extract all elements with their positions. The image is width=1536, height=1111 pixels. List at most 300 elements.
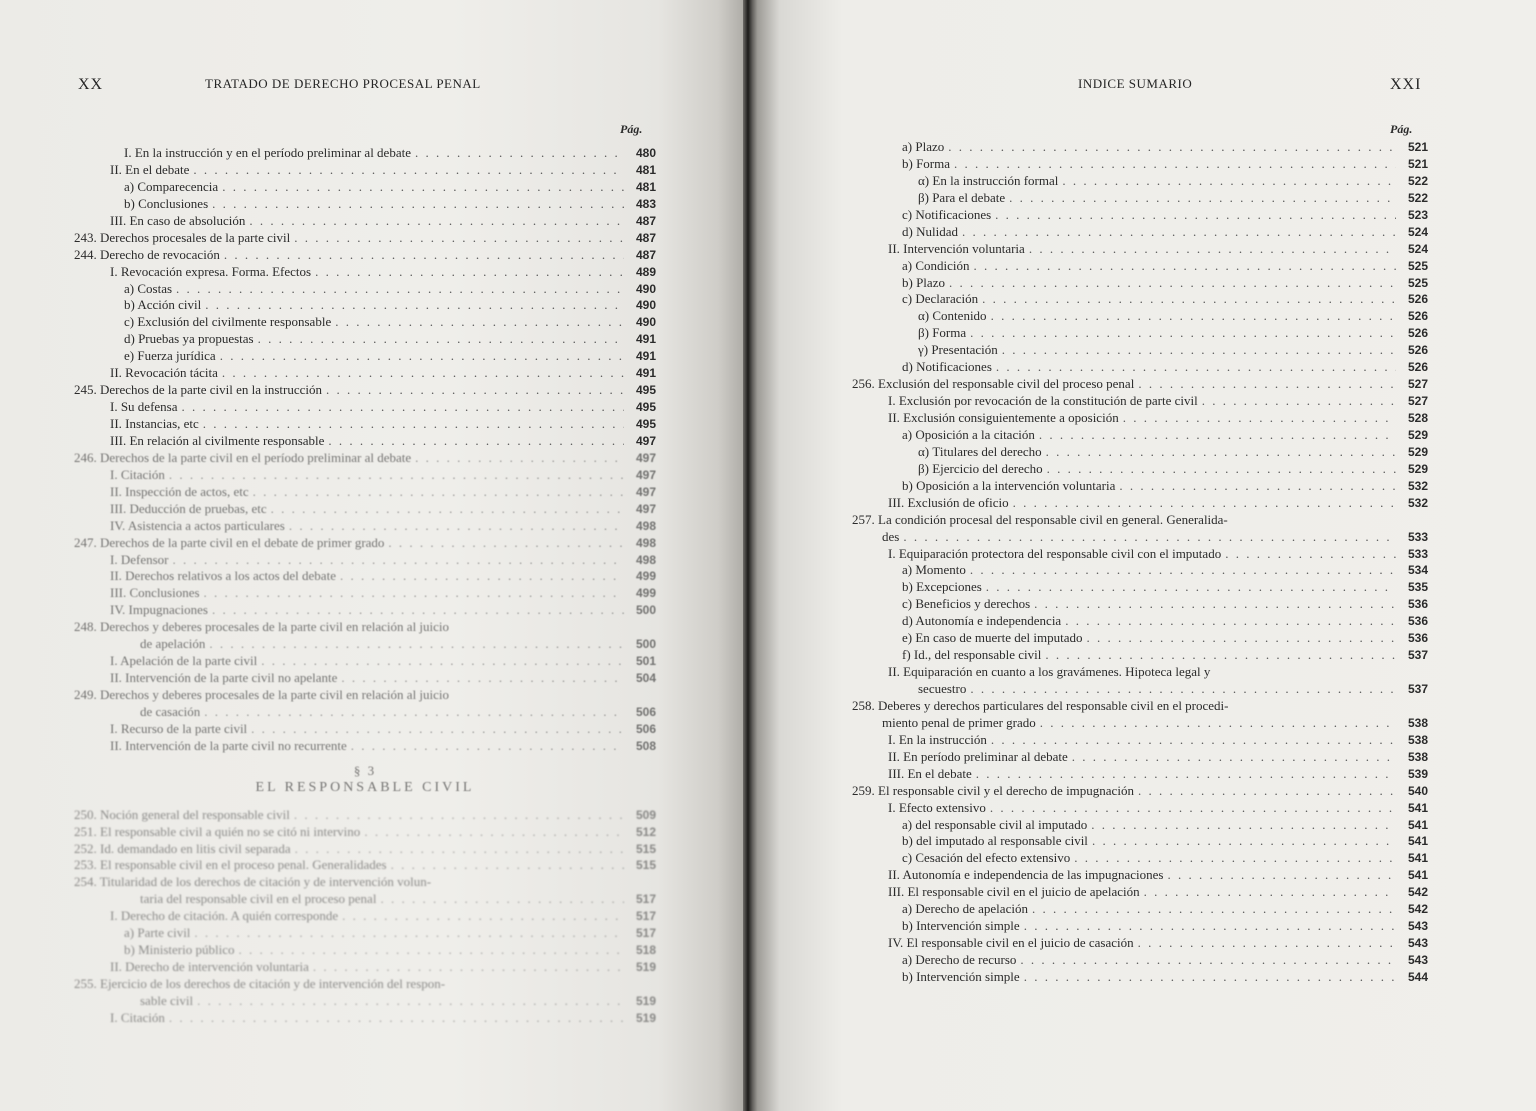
leader-dots: [209, 636, 624, 653]
leader-dots: [1009, 190, 1396, 207]
toc-entry-text: c) Cesación del efecto extensivo: [902, 850, 1071, 866]
toc-entry: [852, 376, 1428, 393]
leader-dots: [391, 857, 624, 874]
toc-entry: [852, 393, 1428, 410]
toc-entry-text: b) Forma: [902, 155, 951, 171]
toc-entry-text: 257. La condición procesal del responsable civil en general. Generalida-: [852, 511, 1228, 527]
leader-dots: [212, 602, 624, 619]
toc-entry-page: 500: [635, 603, 656, 618]
toc-entry-page: 480: [635, 146, 656, 160]
toc-entry: [852, 139, 1428, 156]
toc-entry-text: b) Intervención simple: [902, 918, 1020, 934]
toc-entry-page: 498: [635, 552, 656, 567]
toc-entry-page: 497: [635, 501, 656, 516]
left-page-number: XX: [78, 76, 104, 93]
toc-entry-text: 244. Derecho de revocación: [74, 246, 220, 262]
toc-entry-page: 495: [635, 400, 656, 415]
toc-entry-text: II. Equiparación en cuanto a los gravámenes. Hipoteca legal y: [888, 664, 1211, 680]
toc-entry-text: I. Exclusión por revocación de la constitución de parte civil: [888, 393, 1198, 409]
toc-entry: [74, 331, 656, 348]
toc-entry: [74, 874, 656, 891]
toc-entry: [852, 258, 1428, 275]
toc-entry-text: 245. Derechos de la parte civil en la instrucción: [74, 382, 322, 398]
left-toc: [74, 145, 656, 1027]
toc-entry-page: 537: [1407, 648, 1428, 663]
leader-dots: [1047, 461, 1396, 478]
toc-entry-text: III. El responsable civil en el juicio de apelación: [888, 884, 1140, 900]
toc-entry: [74, 925, 656, 942]
toc-entry-text: I. En la instrucción: [888, 731, 987, 747]
leader-dots: [169, 1010, 624, 1027]
leader-dots: [1013, 495, 1396, 512]
toc-entry-page: 532: [1407, 478, 1428, 493]
toc-entry-text: b) Excepciones: [902, 579, 982, 595]
toc-entry-text: b) Conclusiones: [124, 195, 209, 211]
toc-entry: [74, 636, 656, 653]
toc-entry-text: II. Intervención de la parte civil no recurrente: [110, 737, 347, 753]
toc-entry: [74, 365, 656, 382]
leader-dots: [351, 738, 624, 755]
toc-entry: [74, 1010, 656, 1027]
toc-entry: [852, 579, 1428, 596]
toc-entry-text: IV. Asistencia a actos particulares: [110, 517, 285, 533]
toc-entry-page: 499: [635, 569, 656, 584]
toc-entry: [852, 190, 1428, 207]
toc-entry: [852, 901, 1428, 918]
toc-entry: [74, 942, 656, 959]
toc-entry-page: 487: [635, 230, 656, 245]
toc-entry: [852, 478, 1428, 495]
toc-entry-text: c) Declaración: [902, 291, 979, 307]
leader-dots: [172, 552, 624, 569]
toc-entry: [74, 230, 656, 247]
toc-entry: [852, 207, 1428, 224]
toc-entry: [74, 552, 656, 569]
toc-entry: [74, 314, 656, 331]
toc-entry-text: 253. El responsable civil en el proceso penal. Generalidades: [74, 857, 387, 873]
toc-entry-page: 534: [1407, 563, 1428, 578]
toc-entry-text: 246. Derechos de la parte civil en el período preliminar al debate: [74, 449, 412, 465]
toc-entry-text: b) Oposición a la intervención voluntaria: [902, 477, 1116, 493]
toc-entry: [852, 918, 1428, 935]
toc-entry-page: 521: [1407, 156, 1428, 171]
toc-entry-text: b) Plazo: [902, 274, 945, 290]
toc-entry-text: a) Derecho de recurso: [902, 952, 1017, 967]
toc-entry-page: 537: [1407, 682, 1428, 696]
leader-dots: [1202, 393, 1396, 410]
toc-entry: [852, 681, 1428, 698]
toc-entry-page: 519: [635, 1010, 656, 1025]
right-running-title: INDICE SUMARIO: [1078, 76, 1193, 91]
toc-entry-page: 535: [1407, 580, 1428, 595]
toc-entry: [74, 416, 656, 433]
toc-entry-page: 490: [635, 315, 656, 330]
toc-entry-text: II. Exclusión consiguientemente a oposición: [888, 410, 1119, 425]
toc-entry: [852, 935, 1428, 952]
toc-entry-page: 522: [1407, 190, 1428, 205]
toc-entry-page: 498: [635, 518, 656, 533]
toc-entry: [74, 433, 656, 450]
toc-entry-text: d) Autonomía e independencia: [902, 613, 1062, 629]
leader-dots: [204, 704, 624, 721]
leader-dots: [335, 314, 624, 331]
toc-entry: [852, 867, 1428, 884]
toc-entry-page: 538: [1407, 732, 1428, 747]
leader-dots: [976, 766, 1396, 783]
toc-entry-text: α) Contenido: [918, 308, 987, 324]
toc-entry-text: a) Momento: [902, 562, 966, 578]
toc-entry-text: III. En caso de absolución: [110, 212, 246, 228]
toc-entry-text: II. Inspección de actos, etc: [110, 483, 249, 499]
toc-entry: [74, 297, 656, 314]
toc-entry: [852, 410, 1428, 427]
toc-entry-text: II. Derecho de intervención voluntaria: [110, 959, 309, 975]
toc-entry-page: 491: [635, 332, 656, 347]
toc-entry: [74, 247, 656, 264]
toc-entry-page: 524: [1407, 241, 1428, 256]
right-page: [748, 0, 1536, 1111]
toc-entry-text: II. Revocación tácita: [110, 365, 218, 381]
toc-entry: [852, 512, 1428, 529]
toc-entry-page: 501: [635, 654, 656, 669]
toc-entry-text: β) Para el debate: [918, 189, 1006, 205]
toc-entry: [74, 738, 656, 755]
toc-entry: [852, 952, 1428, 969]
leader-dots: [341, 670, 624, 687]
leader-dots: [204, 585, 624, 602]
leader-dots: [1138, 376, 1396, 393]
toc-entry: [852, 275, 1428, 292]
toc-entry-page: 525: [1407, 275, 1428, 290]
leader-dots: [1092, 833, 1396, 850]
toc-entry-page: 506: [635, 704, 656, 719]
toc-entry-text: de apelación: [140, 636, 206, 652]
toc-entry: [74, 281, 656, 298]
toc-entry-text: III. Exclusión de oficio: [888, 494, 1009, 510]
toc-entry-page: 540: [1407, 783, 1428, 798]
toc-entry-text: II. Intervención de la parte civil no apelante: [110, 670, 338, 686]
toc-entry-page: 487: [635, 247, 656, 262]
toc-entry-text: 258. Deberes y derechos particulares del responsable civil en el procedi-: [852, 697, 1229, 713]
toc-entry: [74, 585, 656, 602]
toc-entry-text: α) Titulares del derecho: [918, 443, 1042, 459]
leader-dots: [1046, 444, 1396, 461]
toc-entry: [852, 884, 1428, 901]
toc-entry-page: 532: [1407, 495, 1428, 510]
toc-entry-text: I. Defensor: [110, 551, 169, 567]
leader-dots: [1138, 783, 1396, 800]
section-title: EL RESPONSABLE CIVIL: [255, 779, 475, 795]
toc-entry-text: 256. Exclusión del responsable civil del proceso penal: [852, 376, 1135, 392]
toc-entry-page: 529: [1407, 427, 1428, 442]
toc-entry-page: 497: [635, 484, 656, 499]
leader-dots: [1119, 478, 1396, 495]
leader-dots: [1002, 342, 1396, 359]
toc-entry-page: 498: [635, 535, 656, 550]
toc-entry: [852, 647, 1428, 664]
toc-entry-text: 254. Titularidad de los derechos de citación y de intervención volun-: [74, 874, 432, 890]
leader-dots: [340, 568, 624, 585]
leader-dots: [948, 139, 1396, 156]
toc-entry-page: 518: [635, 943, 656, 958]
toc-entry-text: 251. El responsable civil a quién no se citó ni intervino: [74, 823, 361, 839]
toc-entry-text: I. En la instrucción y en el período preliminar al debate: [124, 145, 411, 160]
leader-dots: [328, 433, 624, 450]
leader-dots: [982, 291, 1396, 308]
leader-dots: [1144, 884, 1396, 901]
toc-entry-text: a) del responsable civil al imputado: [902, 816, 1088, 832]
toc-entry-page: 526: [1407, 309, 1428, 324]
toc-entry-text: I. Derecho de citación. A quién corresponde: [110, 908, 339, 924]
leader-dots: [1167, 867, 1396, 884]
toc-entry: [852, 596, 1428, 613]
section-mark: § 3: [353, 762, 377, 778]
leader-dots: [1225, 546, 1396, 563]
toc-entry-text: 247. Derechos de la parte civil en el debate de primer grado: [74, 534, 385, 550]
toc-entry-text: a) Comparecencia: [124, 178, 219, 194]
leader-dots: [380, 891, 624, 908]
toc-entry-text: des: [882, 528, 900, 544]
leader-dots: [176, 281, 624, 298]
toc-entry-text: IV. Impugnaciones: [110, 602, 208, 618]
toc-entry-page: 536: [1407, 597, 1428, 612]
leader-dots: [949, 275, 1396, 292]
toc-entry-text: β) Forma: [918, 325, 967, 341]
toc-entry-page: 506: [635, 721, 656, 736]
leader-dots: [261, 653, 624, 670]
toc-entry-text: II. Instancias, etc: [110, 416, 199, 431]
toc-entry-page: 527: [1407, 394, 1428, 409]
leader-dots: [239, 942, 625, 959]
leader-dots: [193, 162, 624, 179]
leader-dots: [970, 562, 1396, 579]
toc-entry-text: III. En el debate: [888, 765, 972, 781]
leader-dots: [364, 824, 624, 841]
leader-dots: [251, 721, 624, 738]
toc-entry-text: I. Revocación expresa. Forma. Efectos: [110, 263, 312, 279]
toc-entry-page: 528: [1407, 411, 1428, 425]
leader-dots: [253, 484, 624, 501]
toc-entry: [852, 613, 1428, 630]
toc-entry: [852, 291, 1428, 308]
toc-entry-page: 524: [1407, 224, 1428, 239]
toc-entry-page: 541: [1407, 817, 1428, 832]
toc-entry-page: 483: [635, 196, 656, 211]
toc-entry-page: 497: [635, 433, 656, 448]
toc-entry-page: 543: [1407, 953, 1428, 967]
toc-entry-text: 243. Derechos procesales de la parte civil: [74, 229, 291, 245]
toc-entry-page: 490: [635, 281, 656, 296]
toc-entry-page: 509: [635, 807, 656, 822]
leader-dots: [315, 264, 624, 281]
toc-entry-page: 526: [1407, 343, 1428, 358]
toc-entry-page: 491: [635, 349, 656, 364]
toc-entry-page: 512: [635, 824, 656, 839]
toc-entry-page: 542: [1407, 902, 1428, 917]
leader-dots: [203, 416, 624, 433]
toc-entry-text: β) Ejercicio del derecho: [918, 460, 1043, 476]
toc-entry: [852, 461, 1428, 478]
left-page: [0, 0, 748, 1111]
toc-entry: [74, 518, 656, 535]
leader-dots: [1074, 850, 1396, 867]
leader-dots: [1040, 715, 1396, 732]
toc-entry-page: 529: [1407, 444, 1428, 459]
toc-entry-page: 541: [1407, 800, 1428, 815]
leader-dots: [986, 579, 1396, 596]
toc-entry: [74, 857, 656, 874]
toc-entry: [852, 817, 1428, 834]
toc-entry-text: e) En caso de muerte del imputado: [902, 630, 1083, 646]
left-running-title: TRATADO DE DERECHO PROCESAL PENAL: [205, 76, 481, 91]
toc-entry-text: 248. Derechos y deberes procesales de la parte civil en relación al juicio: [74, 619, 450, 635]
toc-entry: [852, 546, 1428, 563]
toc-entry-page: 526: [1407, 292, 1428, 307]
toc-entry: [74, 959, 656, 976]
toc-entry-page: 495: [635, 383, 656, 398]
toc-entry-page: 541: [1407, 868, 1428, 883]
toc-entry: [852, 241, 1428, 258]
toc-entry-text: II. En el debate: [110, 161, 190, 177]
toc-entry-page: 499: [635, 586, 656, 601]
toc-entry-text: 259. El responsable civil y el derecho de impugnación: [852, 782, 1134, 798]
toc-entry: [74, 993, 656, 1010]
leader-dots: [990, 800, 1396, 817]
toc-entry-page: 497: [635, 450, 656, 465]
toc-entry-page: 526: [1407, 326, 1428, 341]
toc-entry-text: miento penal de primer grado: [882, 714, 1036, 730]
toc-entry-text: a) Oposición a la citación: [902, 426, 1035, 442]
toc-entry-page: 539: [1407, 766, 1428, 781]
toc-entry: [74, 841, 656, 858]
toc-entry-page: 541: [1407, 834, 1428, 849]
toc-entry: [74, 619, 656, 636]
toc-entry-page: 526: [1407, 360, 1428, 375]
toc-entry: [852, 359, 1428, 376]
toc-entry-text: 250. Noción general del responsable civil: [74, 806, 290, 822]
toc-entry-page: 533: [1407, 546, 1428, 561]
toc-entry: [74, 145, 656, 162]
toc-entry: [74, 908, 656, 925]
toc-entry: [852, 664, 1428, 681]
toc-entry: [74, 264, 656, 281]
toc-entry: [74, 399, 656, 416]
leader-dots: [1138, 935, 1396, 952]
toc-entry-text: c) Beneficios y derechos: [902, 596, 1031, 612]
toc-entry-text: I. Su defensa: [110, 399, 178, 415]
toc-entry-text: III. En relación al civilmente responsable: [110, 432, 325, 448]
leader-dots: [326, 382, 624, 399]
leader-dots: [1072, 749, 1396, 766]
toc-entry-page: 529: [1407, 461, 1428, 476]
toc-entry-page: 521: [1407, 140, 1428, 154]
toc-entry-page: 517: [635, 892, 656, 907]
toc-entry-text: III. Conclusiones: [110, 585, 200, 601]
toc-entry: [852, 969, 1428, 986]
toc-entry: [852, 173, 1428, 190]
toc-entry: [852, 850, 1428, 867]
toc-entry-page: 508: [635, 738, 656, 753]
toc-entry-page: 487: [635, 213, 656, 228]
toc-entry-page: 523: [1407, 207, 1428, 222]
leader-dots: [415, 145, 624, 162]
toc-entry-text: d) Nulidad: [902, 223, 958, 239]
toc-entry-text: II. Derechos relativos a los actos del debate: [110, 568, 336, 584]
toc-entry: [852, 800, 1428, 817]
toc-entry: [74, 891, 656, 908]
leader-dots: [995, 207, 1396, 224]
toc-entry: [74, 653, 656, 670]
toc-entry-text: d) Pruebas ya propuestas: [124, 331, 254, 347]
toc-entry-text: taria del responsable civil en el proceso penal: [140, 891, 377, 907]
toc-entry-page: 541: [1407, 851, 1428, 866]
toc-entry: [852, 444, 1428, 461]
leader-dots: [970, 681, 1396, 698]
toc-entry: [852, 529, 1428, 546]
leader-dots: [295, 841, 624, 858]
leader-dots: [169, 467, 624, 484]
toc-entry: [852, 630, 1428, 647]
toc-entry-page: 543: [1407, 919, 1428, 934]
toc-entry-page: 543: [1407, 936, 1428, 951]
leader-dots: [205, 297, 624, 314]
toc-entry-text: c) Notificaciones: [902, 206, 992, 222]
toc-entry-page: 500: [635, 637, 656, 652]
toc-entry-text: II. Autonomía e independencia de las impugnaciones: [888, 867, 1164, 883]
toc-entry: [74, 501, 656, 518]
leader-dots: [271, 501, 624, 518]
leader-dots: [1062, 173, 1396, 190]
leader-dots: [1091, 817, 1396, 834]
toc-entry: [74, 196, 656, 213]
toc-entry-text: a) Plazo: [902, 139, 945, 154]
leader-dots: [197, 993, 624, 1010]
toc-entry-text: α) En la instrucción formal: [918, 172, 1059, 188]
toc-entry-text: secuestro: [918, 681, 967, 696]
leader-dots: [388, 535, 624, 552]
toc-entry: [74, 535, 656, 552]
leader-dots: [996, 359, 1396, 376]
toc-entry-page: 515: [635, 858, 656, 873]
leader-dots: [194, 925, 624, 942]
toc-entry-page: 542: [1407, 885, 1428, 900]
leader-dots: [249, 213, 624, 230]
toc-entry-page: 490: [635, 298, 656, 313]
leader-dots: [1029, 241, 1396, 258]
toc-entry: [74, 721, 656, 738]
leader-dots: [222, 179, 624, 196]
toc-entry: [74, 670, 656, 687]
toc-entry: [852, 562, 1428, 579]
leader-dots: [222, 365, 624, 382]
toc-entry-page: 525: [1407, 258, 1428, 273]
leader-dots: [970, 325, 1396, 342]
toc-entry: [852, 342, 1428, 359]
toc-entry: [74, 467, 656, 484]
leader-dots: [289, 518, 624, 535]
toc-entry-text: b) Intervención simple: [902, 968, 1020, 984]
toc-entry: [74, 450, 656, 467]
toc-entry-text: d) Notificaciones: [902, 359, 992, 375]
toc-entry-text: 252. Id. demandado en litis civil separada: [74, 840, 291, 856]
toc-entry: [74, 704, 656, 721]
toc-entry-page: 538: [1407, 715, 1428, 730]
toc-entry: [852, 715, 1428, 732]
toc-entry-text: I. Apelación de la parte civil: [110, 653, 258, 669]
leader-dots: [220, 348, 624, 365]
toc-entry-page: 495: [635, 417, 656, 431]
leader-dots: [1045, 647, 1396, 664]
